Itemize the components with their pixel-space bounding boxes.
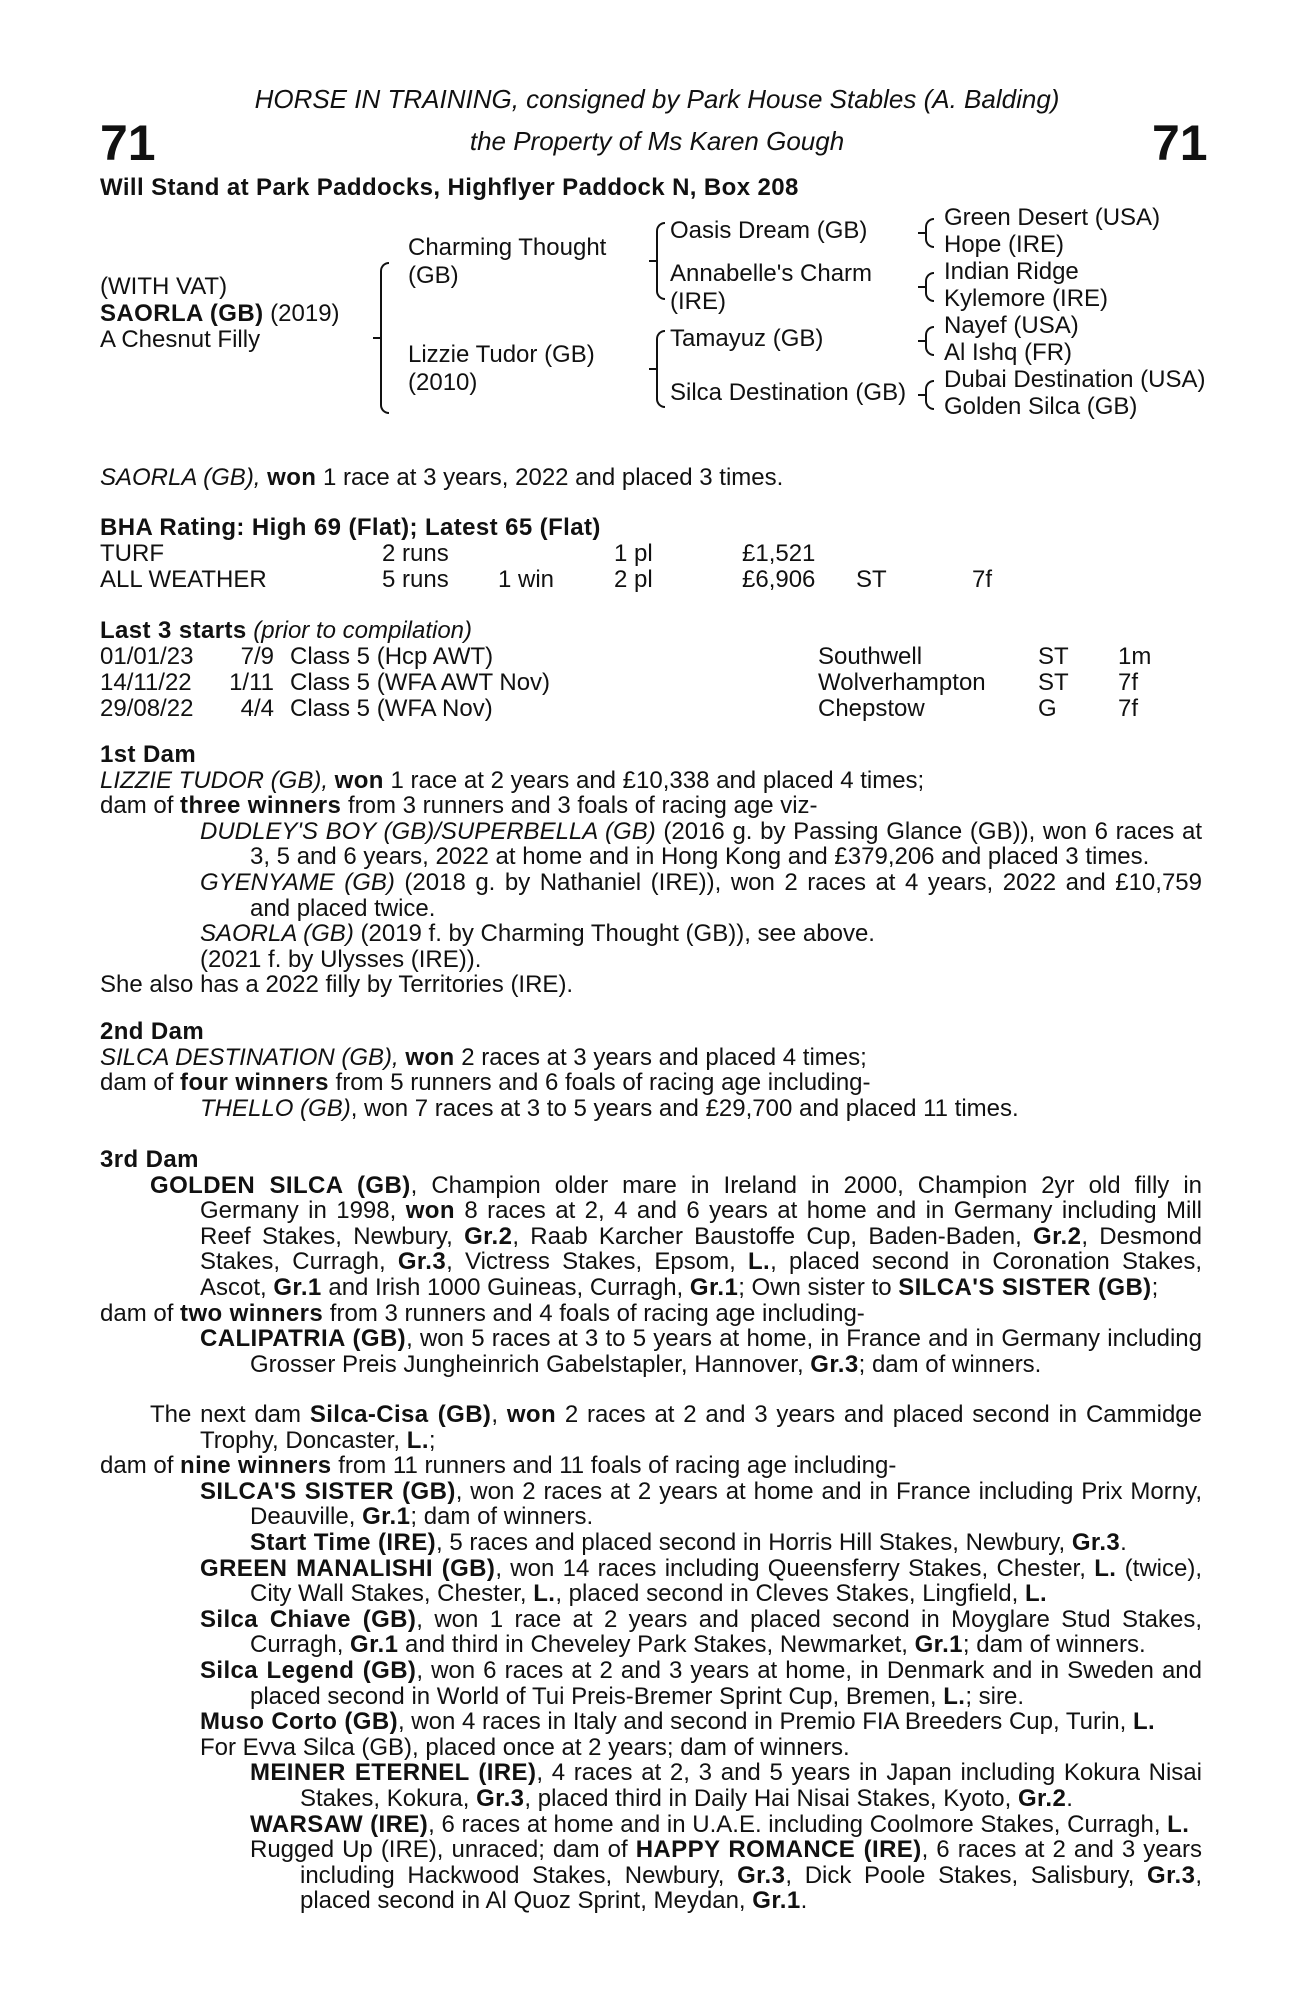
horse-name: SAORLA (GB) [100, 300, 264, 327]
produce-entry [100, 1326, 1202, 1377]
grade-label: L. [747, 1248, 771, 1276]
text-run: , Dick Poole Stakes, Salisbury, [785, 1861, 1148, 1889]
produce-name: THELLO (GB) [200, 1094, 351, 1122]
grade-label: Gr.1 [350, 1631, 399, 1659]
horse-name-line [100, 302, 340, 326]
last-starts-title: Last 3 starts [100, 617, 247, 644]
rating-placed: 1 pl [614, 540, 653, 567]
pedigree-g3: Indian Ridge [944, 258, 1079, 285]
text-run: ; [1151, 1273, 1159, 1301]
pedigree-dam-dam: Silca Destination (GB) [670, 379, 907, 406]
text-run: , 6 races at home and in U.A.E. including Coolmore Stakes, Curragh, [428, 1810, 1168, 1838]
section-heading: 3rd Dam [100, 1146, 199, 1173]
text-run: , Victress Stakes, Epsom, [446, 1248, 748, 1276]
produce-name: SAORLA (GB) [200, 920, 354, 948]
text-run: dam of [100, 1069, 181, 1097]
dam-name: GOLDEN SILCA (GB) [150, 1171, 411, 1199]
won-label: won [334, 766, 384, 794]
start-race: Class 5 (WFA Nov) [290, 695, 493, 722]
produce-name: GYENYAME (GB) [200, 868, 395, 896]
grade-label: Gr.1 [752, 1887, 801, 1915]
pedigree-sire-sire: Oasis Dream (GB) [670, 217, 868, 244]
produce-entry [100, 921, 1202, 947]
start-course: Southwell [818, 643, 923, 670]
text-run: . [800, 1887, 808, 1915]
text-run: , [491, 1401, 507, 1428]
text-run: , won 4 races in Italy and second in Premio FIA Breeders Cup, Turin, [397, 1708, 1133, 1736]
produce-entry [100, 819, 1202, 870]
start-date: 01/01/23 [100, 643, 194, 670]
text-run: , 6 races at 2 and 3 years including Hackwood Stakes, Newbury, [300, 1836, 1202, 1889]
text-run: from 3 runners and 3 foals of racing age viz- [341, 792, 818, 820]
start-race: Class 5 (Hcp AWT) [290, 643, 494, 670]
text-run: , Champion older mare in Ireland in 2000, Champion 2yr old filly in Germany in 1998, [200, 1171, 1202, 1225]
pedigree-g5: Nayef (USA) [944, 312, 1079, 339]
grade-label: Gr.2 [1017, 1784, 1067, 1812]
produce-name: Silca Chiave (GB) [200, 1605, 417, 1633]
pedigree-brace-5 [925, 272, 934, 302]
grade-label: Gr.3 [1147, 1861, 1196, 1889]
dam-name: LIZZIE TUDOR (GB), [100, 766, 328, 794]
rating-wins: 1 win [498, 566, 555, 593]
pedigree-g8: Golden Silca (GB) [944, 393, 1138, 420]
produce-name: CALIPATRIA (GB) [200, 1325, 407, 1353]
pedigree-brace-3 [656, 330, 665, 408]
produce-entry [100, 1812, 1202, 1838]
won-label: won [405, 1197, 455, 1225]
property-line: the Property of Ms Karen Gough [469, 126, 845, 156]
dam-name: Silca-Cisa (GB) [309, 1401, 492, 1428]
rating-surface: ALL WEATHER [100, 566, 267, 593]
dam-produce-summary [100, 1453, 1202, 1479]
race-summary [100, 466, 783, 490]
grade-label: L. [1024, 1580, 1048, 1608]
grade-label: Gr.2 [1033, 1222, 1082, 1250]
text-run: ; sire. [965, 1682, 1025, 1710]
winners-count: two winners [180, 1299, 324, 1327]
text-run: , won 5 races at 3 to 5 years at home, in France and in Germany including Grosser Preis Jungheinrich Gabelstapler, Hannover, [250, 1325, 1202, 1378]
dam-record: 1 race at 2 years and £10,338 and placed 4 times; [383, 766, 925, 794]
start-race: Class 5 (WFA AWT Nov) [290, 669, 551, 696]
dam-summary [100, 1045, 1202, 1071]
horse-description: A Chesnut Filly [100, 326, 261, 353]
pedigree-brace-4 [925, 218, 934, 248]
grade-label: Gr.1 [914, 1631, 963, 1659]
dam-produce-summary [100, 793, 1202, 819]
grade-label: Gr.1 [689, 1273, 739, 1301]
produce-name: WARSAW (IRE) [250, 1810, 429, 1838]
last-starts-note: (prior to compilation) [246, 617, 473, 644]
dam-summary [100, 1173, 1202, 1301]
text-run: , placed second in Coronation Stakes, Ascot, [200, 1248, 1203, 1301]
grade-label: Gr.3 [397, 1248, 447, 1276]
text-run: and Irish 1000 Guineas, Curragh, [321, 1273, 690, 1301]
dam-produce-summary [100, 1070, 1202, 1096]
text-run: , won 6 races at 2 and 3 years at home, in Denmark and in Sweden and placed second in World of Tui Preis-Bremer Sprint Cup, Bremen, [250, 1656, 1202, 1710]
bha-rating-title: BHA Rating: High 69 (Flat); Latest 65 (Flat) [100, 514, 601, 541]
winners-count: four winners [180, 1069, 329, 1097]
consignor-line: HORSE IN TRAINING, consigned by Park House Stables (A. Balding) [254, 84, 1060, 114]
produce-entry [100, 1760, 1202, 1811]
rating-placed: 2 pl [614, 566, 653, 593]
text-run: , placed second in Cleves Stakes, Lingfield, [555, 1580, 1025, 1608]
start-course: Chepstow [818, 695, 925, 722]
next-dam-section [100, 1402, 1202, 1914]
grade-label: Gr.3 [476, 1784, 525, 1812]
produce-name: MEINER ETERNEL (IRE) [250, 1759, 537, 1787]
text-run: ; [428, 1426, 436, 1454]
text-run: ; dam of winners. [410, 1503, 594, 1531]
pedigree-g2: Hope (IRE) [944, 231, 1065, 258]
text-run: , won 1 race at 2 years and placed second in Moyglare Stud Stakes, Curragh, [250, 1605, 1202, 1659]
section-heading: 1st Dam [100, 741, 197, 768]
start-position: 7/9 [240, 643, 274, 670]
text-run: dam of [100, 1299, 181, 1327]
winners-count: nine winners [180, 1452, 332, 1480]
rating-earnings: £6,906 [742, 566, 816, 593]
start-distance: 1m [1118, 643, 1152, 670]
rating-runs: 2 runs [382, 540, 449, 567]
start-date: 29/08/22 [100, 695, 194, 722]
produce-entry [100, 870, 1202, 921]
produce-record: (2018 g. by Nathaniel (IRE)), won 2 races at 4 years, 2022 and £10,759 and placed twice. [250, 868, 1202, 922]
pedigree-g7: Dubai Destination (USA) [944, 366, 1206, 393]
text-run: . [1066, 1784, 1073, 1812]
produce-entry: For Evva Silca (GB), placed once at 2 years; dam of winners. [200, 1733, 850, 1761]
text-run: , 5 races and placed second in Horris Hill Stakes, Newbury, [436, 1528, 1072, 1556]
pedigree-g1: Green Desert (USA) [944, 204, 1161, 231]
vat-note: (WITH VAT) [100, 273, 228, 300]
lot-number-left: 71 [100, 115, 156, 171]
grade-label: Gr.2 [464, 1222, 513, 1250]
produce-record: (2016 g. by Passing Glance (GB)), won 6 races at 3, 5 and 6 years, 2022 at home and in Hong Kong and £379,206 and placed 3 times. [250, 817, 1202, 871]
start-position: 1/11 [229, 669, 274, 696]
text-run: 8 races at 2, 4 and 6 years at home and in Germany including Mill Reef Stakes, Newbury, [200, 1197, 1203, 1250]
produce-name: Muso Corto (GB) [200, 1708, 398, 1736]
grade-label: L. [406, 1426, 429, 1454]
text-run: , won 14 races including Queensferry Stakes, Chester, [495, 1554, 1095, 1582]
grade-label: Gr.3 [810, 1350, 859, 1378]
start-course: Wolverhampton [818, 669, 986, 696]
rating-runs: 5 runs [382, 566, 449, 593]
text-run: . [1120, 1528, 1127, 1556]
produce-name: DUDLEY'S BOY (GB)/SUPERBELLA (GB) [200, 817, 656, 845]
text-run: dam of [100, 1452, 181, 1480]
sister-name: SILCA'S SISTER (GB) [898, 1273, 1152, 1301]
text-run: , placed second in Al Quoz Sprint, Meydan, [300, 1861, 1203, 1915]
produce-name: Start Time (IRE) [250, 1528, 436, 1556]
text-run: (twice), City Wall Stakes, Chester, [250, 1554, 1202, 1608]
first-dam-section [100, 742, 1202, 998]
produce-name: Silca Legend (GB) [200, 1656, 417, 1684]
pedigree-brace-6 [925, 326, 934, 356]
text-run: , placed third in Daily Hai Nisai Stakes, Kyoto, [524, 1784, 1018, 1812]
text-run: from 5 runners and 6 foals of racing age including- [328, 1069, 871, 1097]
produce-name: GREEN MANALISHI (GB) [200, 1554, 496, 1582]
pedigree-dam-sire: Tamayuz (GB) [670, 325, 824, 352]
grade-label: L. [1094, 1554, 1117, 1582]
rating-going: ST [856, 566, 887, 593]
grade-label: L. [943, 1682, 966, 1710]
start-going: ST [1038, 669, 1069, 696]
text-run: from 3 runners and 4 foals of racing age including- [323, 1299, 865, 1327]
pedigree-brace-7 [925, 380, 934, 410]
text-run: , 4 races at 2, 3 and 5 years in Japan including Kokura Nisai Stakes, Kokura, [300, 1759, 1202, 1812]
produce-note: She also has a 2022 filly by Territories (IRE). [100, 971, 574, 999]
text-run: ; Own sister to [738, 1273, 899, 1301]
grade-label: L. [1167, 1810, 1190, 1838]
produce-record: , won 7 races at 3 to 5 years and £29,700 and placed 11 times. [350, 1094, 1019, 1122]
lot-number-right: 71 [1152, 115, 1208, 171]
produce-entry: (2021 f. by Ulysses (IRE)). [200, 945, 482, 973]
rating-earnings: £1,521 [742, 540, 816, 567]
produce-entry [100, 1837, 1202, 1914]
grade-label: L. [533, 1580, 556, 1608]
dam-produce-summary [100, 1301, 1202, 1327]
produce-entry [100, 1709, 1202, 1735]
dam-summary [100, 768, 1202, 794]
produce-entry [100, 1479, 1202, 1530]
text-run: and third in Cheveley Park Stakes, Newmarket, [398, 1631, 915, 1659]
last-starts-title-line [100, 619, 472, 643]
second-dam-section [100, 1019, 1202, 1121]
dam-name: SILCA DESTINATION (GB), [100, 1043, 399, 1071]
rating-surface: TURF [100, 540, 164, 567]
pedigree-dam: Lizzie Tudor (GB) (2010) [408, 341, 595, 396]
text-run: from 11 runners and 11 foals of racing age including- [331, 1452, 897, 1480]
winners-count: three winners [180, 792, 342, 820]
produce-record: (2019 f. by Charming Thought (GB)), see above. [353, 920, 875, 948]
text-run: Rugged Up (IRE), unraced; dam of [250, 1836, 636, 1864]
start-distance: 7f [1118, 669, 1139, 696]
produce-name: SILCA'S SISTER (GB) [200, 1477, 456, 1505]
horse-year: (2019) [263, 300, 340, 327]
grade-label: Gr.1 [362, 1503, 411, 1531]
summary-won: won [267, 464, 317, 491]
text-run: , Desmond Stakes, Curragh, [200, 1222, 1202, 1276]
dam-summary [100, 1402, 1202, 1453]
text-run: , Raab Karcher Baustoffe Cup, Baden-Baden, [512, 1222, 1034, 1250]
grade-label: Gr.1 [273, 1273, 322, 1301]
third-dam-section [100, 1147, 1202, 1377]
section-heading: 2nd Dam [100, 1018, 205, 1045]
start-going: G [1038, 695, 1057, 722]
text-run: ; dam of winners. [858, 1350, 1042, 1378]
start-distance: 7f [1118, 695, 1139, 722]
grade-label: L. [1133, 1708, 1156, 1736]
produce-entry [100, 1530, 1202, 1556]
produce-entry [100, 1096, 1202, 1122]
start-position: 4/4 [240, 695, 274, 722]
won-label: won [405, 1043, 455, 1071]
start-going: ST [1038, 643, 1069, 670]
text-run: dam of [100, 792, 181, 820]
produce-entry [100, 1556, 1202, 1607]
rating-distance: 7f [972, 566, 993, 593]
start-date: 14/11/22 [100, 669, 192, 696]
pedigree-g6: Al Ishq (FR) [944, 339, 1073, 366]
pedigree-sire-dam: Annabelle's Charm (IRE) [670, 260, 873, 315]
won-label: won [506, 1401, 557, 1428]
text-run: 2 races at 2 and 3 years and placed second in Cammidge Trophy, Doncaster, [200, 1401, 1202, 1454]
produce-entry [100, 1607, 1202, 1658]
text-run: , won 2 races at 2 years at home and in France including Prix Morny, Deauville, [250, 1477, 1202, 1531]
dam-record: 2 races at 3 years and placed 4 times; [454, 1043, 867, 1071]
text-run: The next dam [150, 1401, 310, 1428]
summary-horse-name: SAORLA (GB), [100, 464, 261, 491]
grade-label: Gr.3 [1071, 1528, 1121, 1556]
produce-entry [100, 1658, 1202, 1709]
text-run: ; dam of winners. [962, 1631, 1146, 1659]
pedigree-g4: Kylemore (IRE) [944, 285, 1109, 312]
summary-text: 1 race at 3 years, 2022 and placed 3 times. [316, 464, 784, 491]
pedigree-brace-1 [380, 262, 389, 414]
produce-name: HAPPY ROMANCE (IRE) [635, 1836, 922, 1864]
grade-label: Gr.3 [737, 1861, 786, 1889]
pedigree-brace-2 [656, 222, 665, 300]
stand-location: Will Stand at Park Paddocks, Highflyer Paddock N, Box 208 [100, 174, 799, 201]
pedigree-sire: Charming Thought (GB) [408, 234, 607, 289]
